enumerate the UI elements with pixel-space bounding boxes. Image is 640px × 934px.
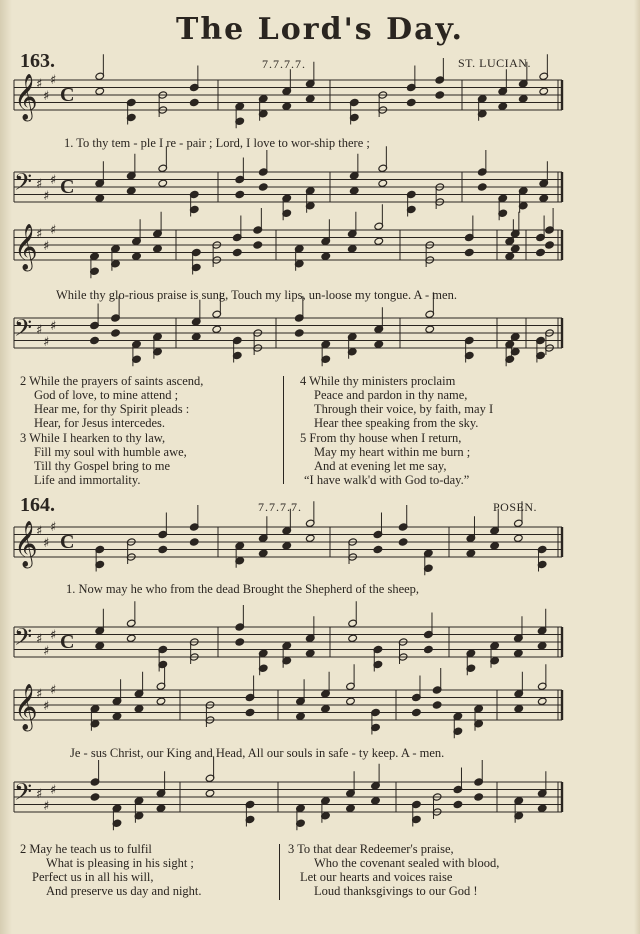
hymn-meter: 7.7.7.7. [258,500,302,514]
sharp-icon: ♯ [43,189,50,204]
sharp-icon: ♯ [43,536,50,551]
verse-line: 5 From thy house when I return, [300,431,462,445]
note-head [282,102,292,110]
lyric-line: 1. Now may he who from the dead Brought the Shepherd of the sheep, [66,582,420,596]
note-head [232,248,242,256]
common-time-icon: C [60,176,75,198]
note-head [453,800,463,808]
lyric-line: 1. To thy tem - ple I re - pair ; Lord, I love to wor-ship there ; [64,136,370,150]
tune-name: ST. LUCIAN. [458,56,531,70]
note-head [537,697,547,705]
note-head [514,649,524,657]
verse-line: Through their voice, by faith, may I [314,402,494,416]
sharp-icon: ♯ [43,799,50,814]
note-head [539,194,549,202]
verse-line: Peace and pardon in thy name, [314,388,468,402]
note-head [464,248,474,256]
note-head [474,793,484,801]
note-head [156,697,166,705]
note-head [158,545,168,553]
common-time-icon: C [60,531,75,553]
verse-line: God of love, to mine attend ; [34,388,179,402]
verse-line: 4 While thy ministers proclaim [300,374,456,388]
sharp-icon: ♯ [43,89,50,104]
bass-clef-icon: 𝄢 [14,168,33,201]
note-head [112,712,122,720]
note-head [90,793,100,801]
note-head [505,252,515,260]
verse-line: 2 While the prayers of saints ascend, [20,374,204,388]
note-head [378,179,388,187]
bass-clef-icon: 𝄢 [14,778,33,811]
note-head [111,329,121,337]
sharp-icon: ♯ [36,524,43,539]
note-head [348,634,358,642]
bass-clef-icon: 𝄢 [14,314,33,347]
note-head [545,241,555,249]
common-time-icon: C [60,84,75,106]
note-head [245,708,255,716]
note-head [321,705,331,713]
sharp-icon: ♯ [36,687,43,702]
note-head [374,237,384,245]
note-head [537,642,547,650]
sharp-icon: ♯ [50,223,57,238]
note-head [347,245,357,253]
note-head [424,645,434,653]
verse-line: Till thy Gospel bring to me [34,459,171,473]
verse-line: Perfect us in all his will, [32,870,154,884]
treble-clef-icon: 𝄞 [14,224,38,270]
verse-line: Fill my soul with humble awe, [34,445,187,459]
lyric-line: While thy glo-rious praise is sung, Touch my lips, un-loose my tongue. A - men. [56,288,457,302]
note-head [153,245,163,253]
note-head [126,634,136,642]
note-head [373,545,383,553]
note-head [490,542,500,550]
note-head [374,340,384,348]
verse-line: 3 While I hearken to thy law, [20,431,166,445]
note-head [406,98,416,106]
sharp-icon: ♯ [50,520,57,535]
note-head [132,252,142,260]
sharp-icon: ♯ [50,683,57,698]
note-head [95,194,105,202]
note-head [536,248,546,256]
note-head [296,712,306,720]
hymn-number: 164. [20,494,55,516]
verse-line: 3 To that dear Redeemer's praise, [288,842,454,856]
sharp-icon: ♯ [50,73,57,88]
hymn-meter: 7.7.7.7. [262,57,306,71]
verse-line: Hear me, for thy Spirit pleads : [34,402,190,416]
note-head [412,708,422,716]
lyric-line: Je - sus Christ, our King and Head, All our souls in safe - ty keep. A - men. [70,746,445,760]
note-head [253,241,263,249]
sharp-icon: ♯ [50,319,57,334]
note-head [432,701,442,709]
sharp-icon: ♯ [36,77,43,92]
sharp-icon: ♯ [43,239,50,254]
sharp-icon: ♯ [36,787,43,802]
sharp-icon: ♯ [36,177,43,192]
note-head [191,333,201,341]
sharp-icon: ♯ [36,323,43,338]
sharp-icon: ♯ [43,335,50,350]
note-head [294,329,304,337]
sharp-icon: ♯ [43,699,50,714]
note-head [398,538,408,546]
note-head [126,187,136,195]
verse-line: 2 May he teach us to fulfil [20,842,152,856]
note-head [346,697,356,705]
note-head [498,102,508,110]
common-time-icon: C [60,631,75,653]
sharp-icon: ♯ [50,783,57,798]
verse-line: What is pleasing in his sight ; [46,856,194,870]
note-head [510,245,520,253]
note-head [90,336,100,344]
note-head [212,325,222,333]
note-head [321,252,331,260]
column-divider [283,376,284,484]
note-head [518,95,528,103]
hymn-number: 163. [20,50,55,72]
note-head [466,549,476,557]
verse-line: Hear, for Jesus intercedes. [34,416,166,430]
note-head [349,187,359,195]
sharp-icon: ♯ [43,644,50,659]
note-head [156,804,166,812]
sharp-icon: ♯ [50,173,57,188]
verse-line: And preserve us day and night. [46,884,202,898]
verse-line: Life and immortality. [34,473,141,487]
verse-line: May my heart within me burn ; [314,445,471,459]
note-head [235,638,245,646]
verse-line: “I have walk'd with God to-day.” [304,473,470,487]
note-head [282,542,292,550]
note-head [305,649,315,657]
verse-line: Loud thanksgivings to our God ! [314,884,478,898]
treble-clef-icon: 𝄞 [14,684,38,730]
note-head [95,87,105,95]
note-head [95,642,105,650]
sharp-icon: ♯ [36,227,43,242]
verse-line: Hear thee speaking from the sky. [314,416,479,430]
note-head [477,183,487,191]
note-head [258,183,268,191]
sharp-icon: ♯ [50,628,57,643]
note-head [305,534,315,542]
note-head [425,325,435,333]
treble-clef-icon: 𝄞 [14,74,38,120]
note-head [514,705,524,713]
note-head [514,534,524,542]
column-divider [279,844,280,900]
verse-line: Who the covenant sealed with blood, [314,856,500,870]
note-head [537,804,547,812]
note-head [371,797,381,805]
tune-name: POSEN. [493,500,538,514]
bass-clef-icon: 𝄢 [14,623,33,656]
note-head [235,190,245,198]
sharp-icon: ♯ [36,632,43,647]
verse-line: Let our hearts and voices raise [300,870,453,884]
note-head [134,705,144,713]
note-head [189,98,199,106]
verse-line: And at evening let me say, [314,459,447,473]
note-head [305,95,315,103]
note-head [258,549,268,557]
note-head [189,538,199,546]
treble-clef-icon: 𝄞 [14,521,38,567]
page-title: The Lord's Day. [176,12,464,47]
note-head [158,179,168,187]
note-head [205,789,215,797]
note-head [539,87,549,95]
note-head [346,804,356,812]
note-head [435,91,445,99]
